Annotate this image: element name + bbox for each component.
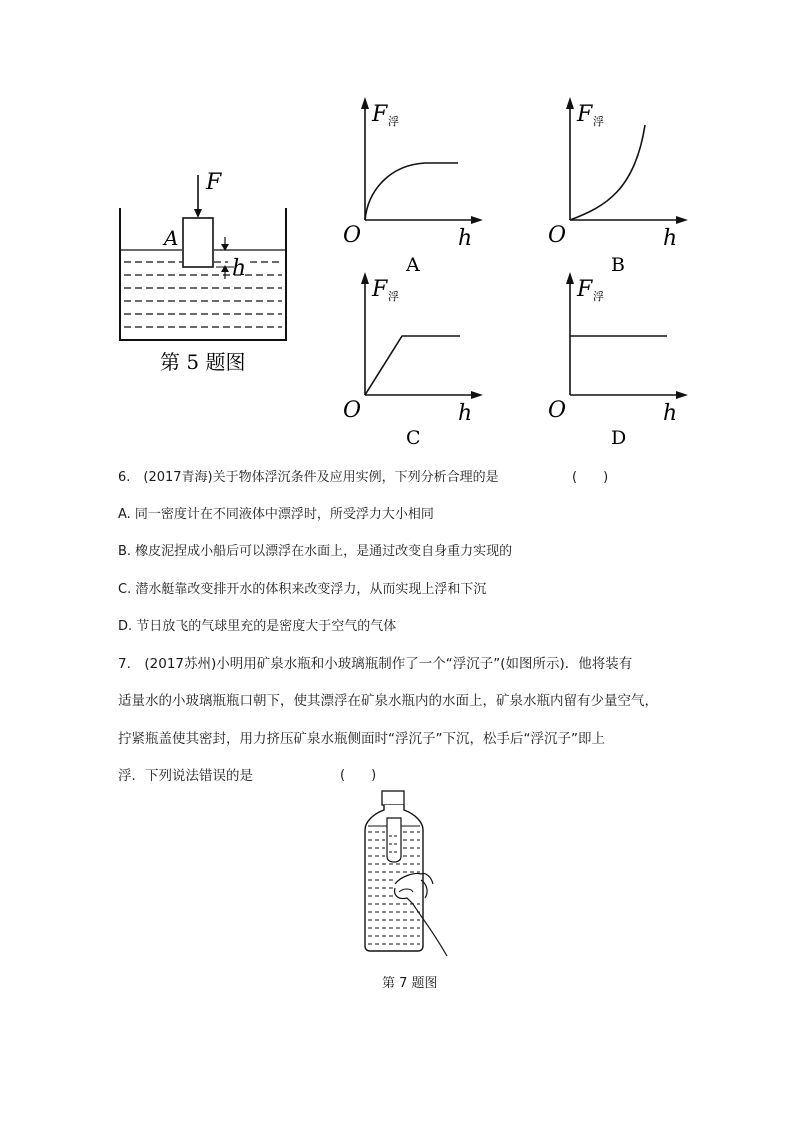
block-label: A <box>164 226 179 250</box>
question6-option-c: C. 潜水艇靠改变排开水的体积来改变浮力，从而实现上浮和下沉 <box>118 582 487 597</box>
graph-a <box>340 95 500 280</box>
depth-label: h <box>232 256 247 281</box>
graph-b <box>545 95 705 280</box>
question7-line-2: 适量水的小玻璃瓶瓶口朝下，使其漂浮在矿泉水瓶内的水面上，矿泉水瓶内留有少量空气， <box>118 693 658 709</box>
graph-b-y-sub: 浮 <box>593 115 604 128</box>
graph-a-y-label: F <box>372 102 388 127</box>
figure5-caption: 第 5 题图 <box>160 350 246 374</box>
figure5-diagram <box>110 165 310 385</box>
graph-b-origin: O <box>548 223 567 248</box>
graph-a-y-sub: 浮 <box>388 115 399 128</box>
graph-a-x-label: h <box>458 226 473 251</box>
question7-line-4: 浮．下列说法错误的是 <box>118 768 253 784</box>
graph-b-y-label: F <box>577 102 593 127</box>
question6-option-d: D. 节日放飞的气球里充的是密度大于空气的气体 <box>118 619 397 634</box>
graph-c-x-label: h <box>458 401 473 426</box>
graph-d <box>545 270 705 455</box>
graph-b-option: B <box>611 254 625 276</box>
figure7-bottle-diagram <box>355 788 465 958</box>
graph-b-x-label: h <box>663 226 678 251</box>
graph-c-y-sub: 浮 <box>388 290 399 303</box>
question6-option-a: A. 同一密度计在不同液体中漂浮时，所受浮力大小相同 <box>118 507 434 522</box>
graph-c-origin: O <box>343 398 362 423</box>
graph-a-origin: O <box>343 223 362 248</box>
graph-d-origin: O <box>548 398 567 423</box>
graph-d-y-sub: 浮 <box>593 290 604 303</box>
graph-c-option: C <box>406 427 421 449</box>
force-label: F <box>206 170 222 195</box>
question6-option-b: B. 橡皮泥捏成小船后可以漂浮在水面上，是通过改变自身重力实现的 <box>118 544 513 559</box>
question6-stem: 6. (2017青海)关于物体浮沉条件及应用实例，下列分析合理的是 <box>118 470 499 485</box>
graph-d-x-label: h <box>663 401 678 426</box>
graph-a-option: A <box>406 254 420 276</box>
graph-c-y-label: F <box>372 277 388 302</box>
graph-d-option: D <box>611 427 627 449</box>
question7-line-1: 7. (2017苏州)小明用矿泉水瓶和小玻璃瓶制作了一个“浮沉子”(如图所示)．他将装有 <box>118 656 633 672</box>
graph-c <box>340 270 500 455</box>
question7-line-3: 拧紧瓶盖使其密封，用力挤压矿泉水瓶侧面时“浮沉子”下沉，松手后“浮沉子”即上 <box>118 731 605 747</box>
figure7-caption: 第 7 题图 <box>382 976 438 991</box>
question7-bracket: ( ) <box>340 768 377 783</box>
question6-bracket: ( ) <box>572 470 609 485</box>
graph-d-y-label: F <box>577 277 593 302</box>
